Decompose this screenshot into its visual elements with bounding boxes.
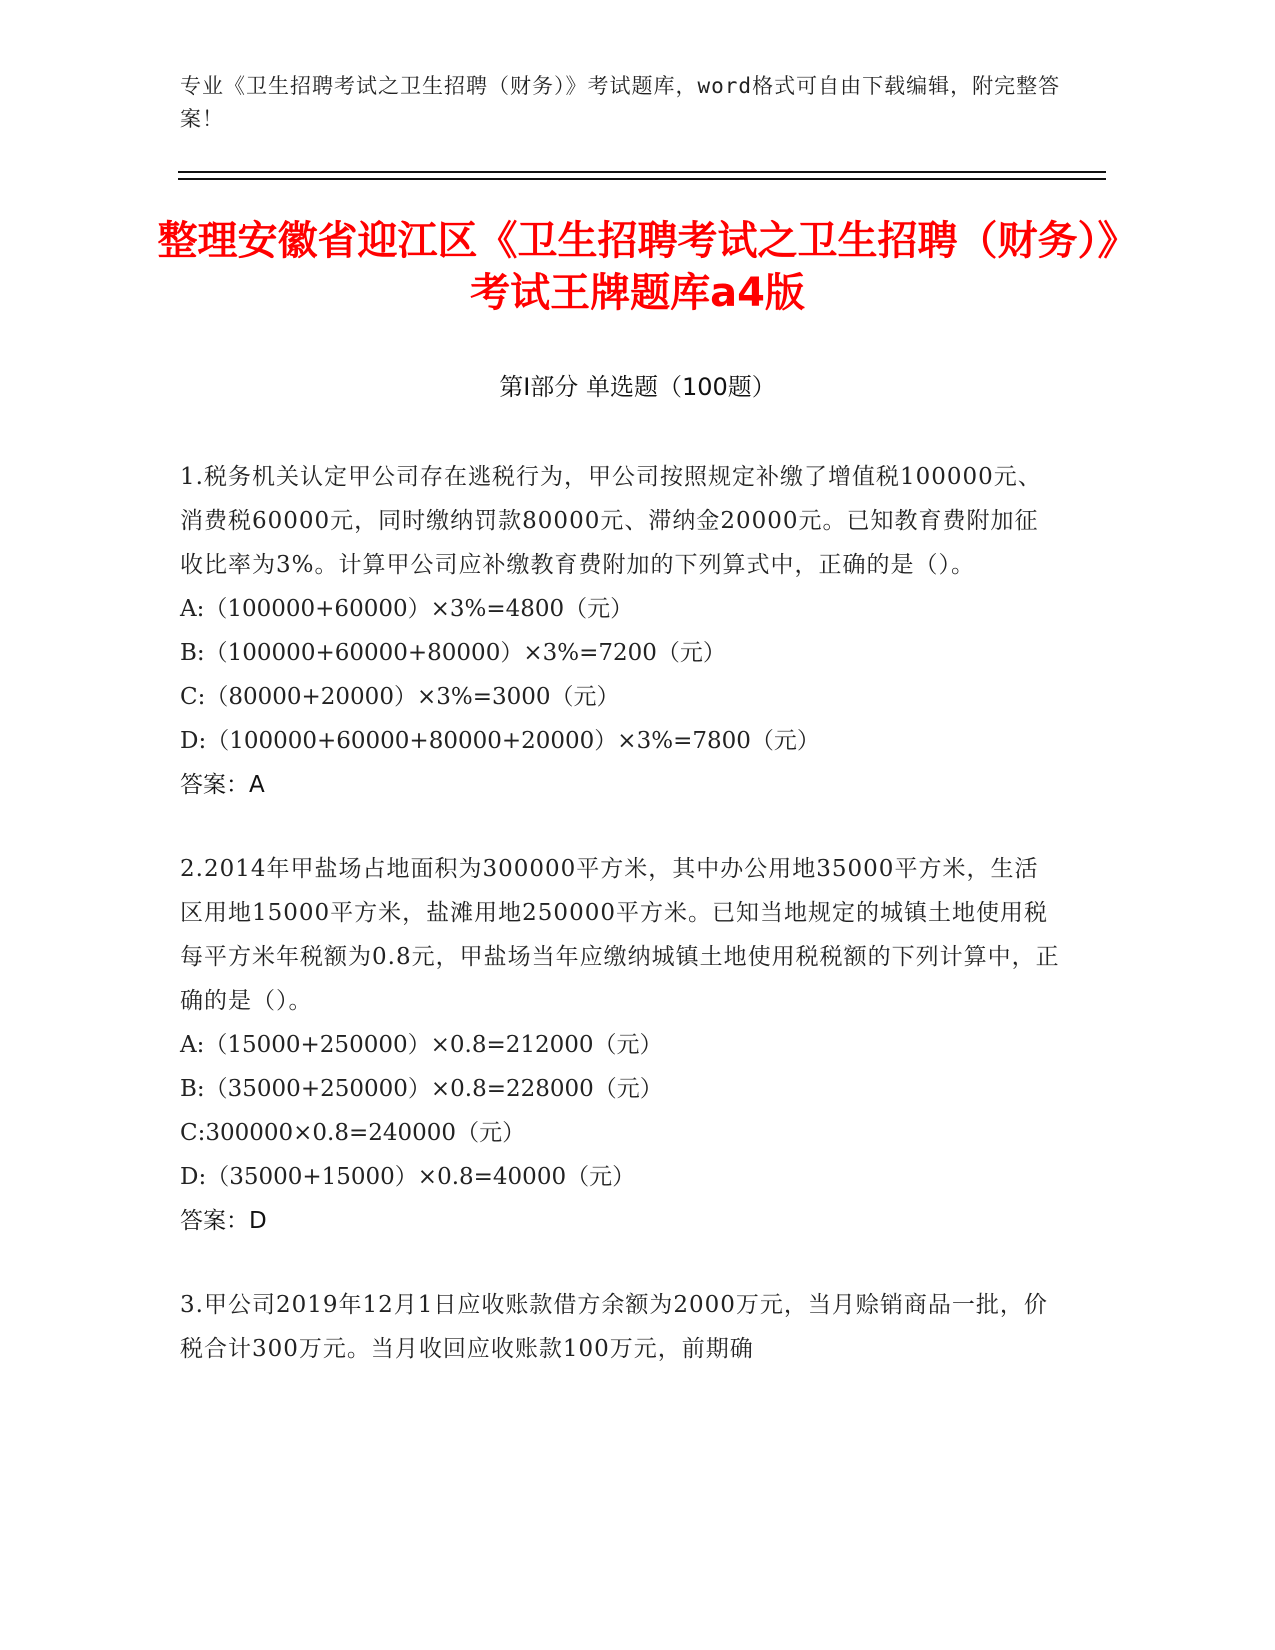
question-stem: 3.甲公司2019年12月1日应收账款借方余额为2000万元，当月赊销商品一批，价税合计300万元。当月收回应收账款100万元，前期确: [180, 1292, 1048, 1362]
answer-line: 答案：A: [180, 772, 265, 798]
document-title: 整理安徽省迎江区《卫生招聘考试之卫生招聘（财务）》考试王牌题库a4版: [157, 218, 1118, 316]
question-list: [180, 455, 1060, 1411]
question-stem: 2.2014年甲盐场占地面积为300000平方米，其中办公用地35000平方米，生活区用地15000平方米，盐滩用地250000平方米。已知当地规定的城镇土地使用税每平方米年税额为0.8元，甲盐场当年应缴纳城镇土地使用税税额的下列计算中，正确的是（）。: [180, 856, 1060, 1014]
option-d: D:（100000+60000+80000+20000）×3%=7800（元）: [180, 728, 820, 754]
option-a: A:（100000+60000）×3%=4800（元）: [180, 596, 634, 622]
question-3: [180, 1283, 1060, 1371]
header-divider-bottom: [178, 178, 1106, 180]
option-c: C:300000×0.8=240000（元）: [180, 1120, 526, 1146]
option-d: D:（35000+15000）×0.8=40000（元）: [180, 1164, 636, 1190]
option-c: C:（80000+20000）×3%=3000（元）: [180, 684, 620, 710]
question-1: [180, 455, 1060, 807]
answer-line: 答案：D: [180, 1208, 267, 1234]
header-note: 专业《卫生招聘考试之卫生招聘（财务）》考试题库，word格式可自由下载编辑，附完整答案！: [180, 74, 1061, 131]
option-a: A:（15000+250000）×0.8=212000（元）: [180, 1032, 663, 1058]
question-stem: 1.税务机关认定甲公司存在逃税行为，甲公司按照规定补缴了增值税100000元、消费税60000元，同时缴纳罚款80000元、滞纳金20000元。已知教育费附加征收比率为3%。计算甲公司应补缴教育费附加的下列算式中，正确的是（）。: [180, 464, 1042, 578]
option-b: B:（35000+250000）×0.8=228000（元）: [180, 1076, 663, 1102]
option-b: B:（100000+60000+80000）×3%=7200（元）: [180, 640, 726, 666]
section-heading: 第Ⅰ部分 单选题（100题）: [499, 373, 776, 401]
header-divider-top: [178, 171, 1106, 173]
question-2: [180, 847, 1060, 1243]
